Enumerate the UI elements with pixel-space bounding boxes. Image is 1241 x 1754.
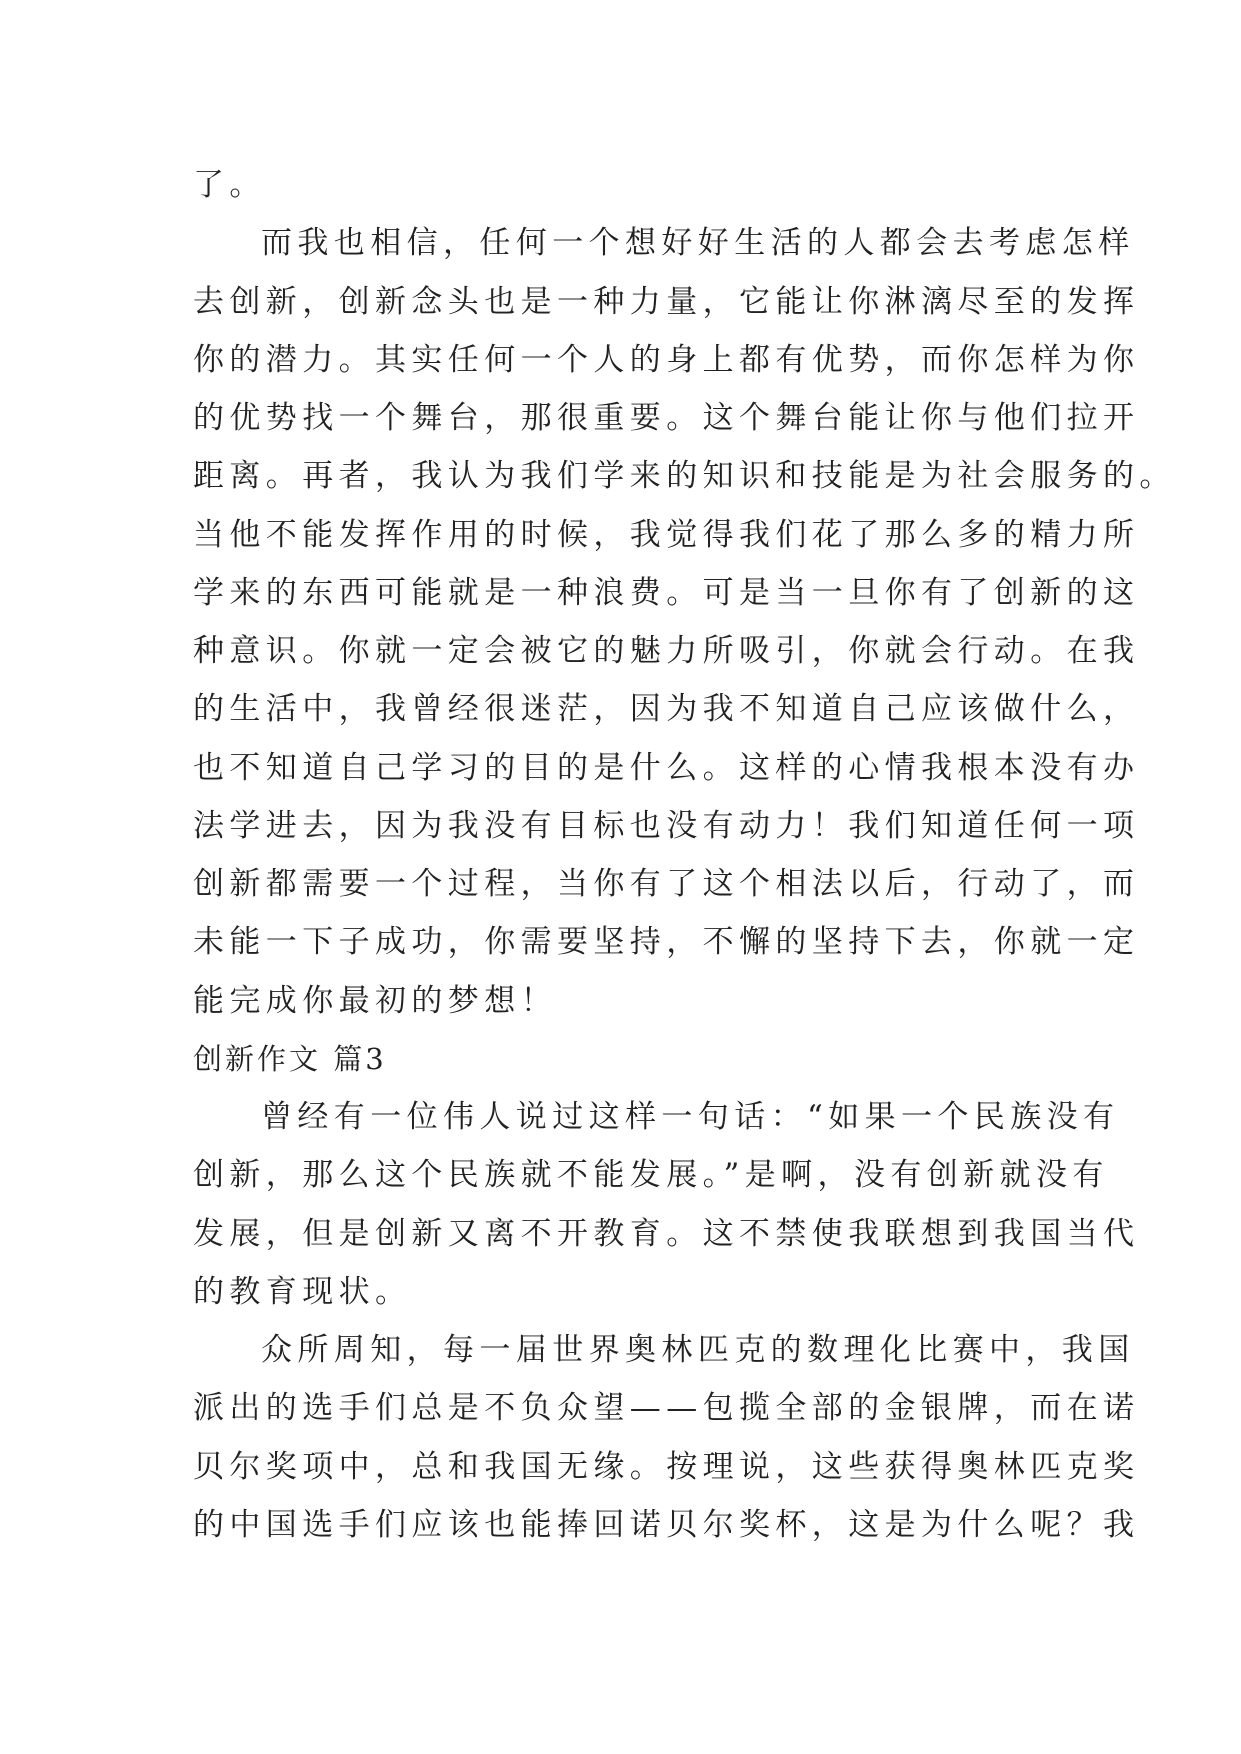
heading-text: 创新作文 篇3 <box>193 1041 387 1076</box>
section-heading <box>193 1030 1073 1088</box>
paragraph <box>193 1321 1140 1554</box>
text-line: 当他不能发挥作用的时候，我觉得我们花了那么多的精力所 <box>193 516 1140 553</box>
paragraph <box>193 214 1176 1030</box>
text-line: 的教育现状。 <box>193 1273 412 1310</box>
text-line: 种意识。你就一定会被它的魅力所吸引，你就会行动。在我 <box>193 633 1140 669</box>
text-line: 创新，那么这个民族就不能发展。”是啊，没有创新就没有 <box>193 1157 1109 1194</box>
text-line: 也不知道自己学习的目的是什么。这样的心情我根本没有办 <box>193 749 1140 786</box>
text-line: 曾经有一位伟人说过这样一句话：“如果一个民族没有 <box>261 1099 1120 1135</box>
text-line: 的中国选手们应该也能捧回诺贝尔奖杯，这是为什么呢？我 <box>193 1506 1140 1543</box>
text-line: 贝尔奖项中，总和我国无缘。按理说，这些获得奥林匹克奖 <box>193 1448 1140 1485</box>
text-line: 创新都需要一个过程，当你有了这个相法以后，行动了，而 <box>193 866 1140 902</box>
text-line: 未能一下子成功，你需要坚持，不懈的坚持下去，你就一定 <box>193 924 1140 961</box>
text-line: 法学进去，因为我没有目标也没有动力！我们知道任何一项 <box>193 807 1140 844</box>
text-line: 众所周知，每一届世界奥林匹克的数理化比赛中，我国 <box>261 1332 1135 1368</box>
text-line: 学来的东西可能就是一种浪费。可是当一旦你有了创新的这 <box>193 574 1140 611</box>
text-line: 距离。再者，我认为我们学来的知识和技能是为社会服务的。 <box>193 458 1176 495</box>
text-line: 的优势找一个舞台，那很重要。这个舞台能让你与他们拉开 <box>193 400 1140 436</box>
text-line: 派出的选手们总是不负众望——包揽全部的金银牌，而在诺 <box>193 1390 1140 1427</box>
paragraph <box>193 156 1073 214</box>
text-line: 发展，但是创新又离不开教育。这不禁使我联想到我国当代 <box>193 1215 1140 1252</box>
text-line: 去创新，创新念头也是一种力量，它能让你淋漓尽至的发挥 <box>193 283 1140 320</box>
text-line: 你的潜力。其实任何一个人的身上都有优势，而你怎样为你 <box>193 341 1140 378</box>
text-line: 而我也相信，任何一个想好好生活的人都会去考虑怎样 <box>261 225 1135 262</box>
paragraph <box>193 1088 1140 1321</box>
text-line: 能完成你最初的梦想！ <box>193 982 557 1019</box>
text-line: 了。 <box>193 167 266 203</box>
document-body <box>193 156 1176 1554</box>
text-line: 的生活中，我曾经很迷茫，因为我不知道自己应该做什么， <box>193 691 1140 728</box>
